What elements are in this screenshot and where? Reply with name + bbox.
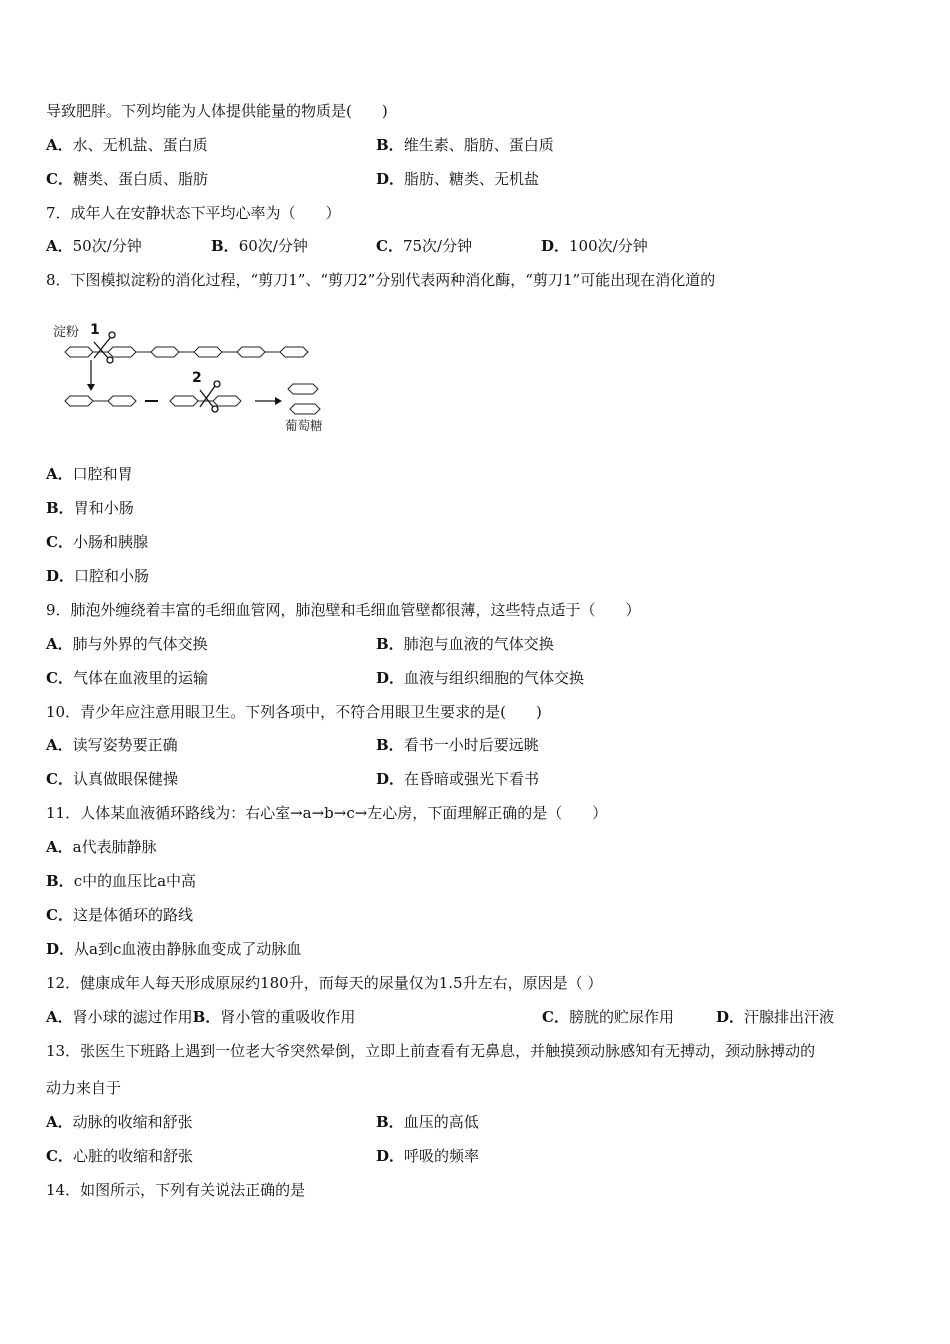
glucose-unit [65,347,93,357]
q13-option-a: A．动脉的收缩和舒张 [46,1113,193,1131]
q9-option-c: C．气体在血液里的运输 [46,669,208,687]
q6-option-a: A．水、无机盐、蛋白质 [46,136,208,154]
glucose-unit [280,347,308,357]
q11-option-b: B．c中的血压比a中高 [46,872,197,890]
glucose-unit [65,396,93,406]
glucose-unit [151,347,179,357]
scissor-2-number: 2 [192,370,202,386]
q11-stem: 11．人体某血液循环路线为：右心室→a→b→c→左心房，下面理解正确的是（ ） [46,804,608,822]
q7-option-d: D．100次/分钟 [541,237,648,255]
glucose-label: 葡萄糖 [285,418,323,433]
q11-option-d: D．从a到c血液由静脉血变成了动脉血 [46,940,302,958]
q8-option-d: D．口腔和小肠 [46,567,150,585]
glucose-unit [170,396,198,406]
right-arrow-icon [255,397,282,405]
q7-stem: 7．成年人在安静状态下平均心率为（ ） [46,204,341,222]
starch-label: 淀粉 [53,325,80,340]
q6-option-c: C．糖类、蛋白质、脂肪 [46,170,208,188]
maltose-chain [65,396,136,406]
q6-option-b: B．维生素、脂肪、蛋白质 [376,136,554,154]
q9-stem: 9．肺泡外缠绕着丰富的毛细血管网，肺泡壁和毛细血管壁都很薄，这些特点适于（ ） [46,601,641,619]
q10-option-d: D．在昏暗或强光下看书 [376,770,540,788]
q12-option-d: D．汗腺排出汗液 [716,1008,835,1026]
glucose-unit [290,404,320,414]
down-arrow-icon [87,360,95,391]
q10-option-b: B．看书一小时后要远眺 [376,736,539,754]
q11-option-a: A．a代表肺静脉 [46,838,157,856]
q7-option-b: B．60次/分钟 [211,237,308,255]
glucose-products [288,384,320,414]
glucose-unit [194,347,222,357]
q14-stem: 14．如图所示，下列有关说法正确的是 [46,1181,306,1199]
glucose-unit [108,347,136,357]
glucose-unit [237,347,265,357]
q12-option-c: C．膀胱的贮尿作用 [542,1008,674,1026]
q8-stem: 8．下图模拟淀粉的消化过程，“剪刀1”、“剪刀2”分别代表两种消化酶，“剪刀1”可能出现在消化道的 [46,271,716,289]
q6-option-d: D．脂肪、糖类、无机盐 [376,170,540,188]
q12-stem: 12．健康成年人每天形成原尿约180升，而每天的尿量仅为1.5升左右，原因是（ ） [46,974,603,992]
glucose-unit [108,396,136,406]
glucose-unit [213,396,241,406]
q13-stem-line1: 13．张医生下班路上遇到一位老大爷突然晕倒，立即上前查看有无鼻息，并触摸颈动脉感知有无搏动，颈动脉搏动的 [46,1042,816,1060]
q6-stem: 导致肥胖。下列均能为人体提供能量的物质是( ) [46,102,388,120]
q10-option-c: C．认真做眼保健操 [46,770,178,788]
q13-option-c: C．心脏的收缩和舒张 [46,1147,193,1165]
q13-stem-line2: 动力来自于 [46,1079,122,1097]
q13-option-b: B．血压的高低 [376,1113,479,1131]
q9-option-a: A．肺与外界的气体交换 [46,635,208,653]
q13-option-d: D．呼吸的频率 [376,1147,480,1165]
q10-stem: 10．青少年应注意用眼卫生。下列各项中，不符合用眼卫生要求的是( ) [46,703,542,721]
q9-option-d: D．血液与组织细胞的气体交换 [376,669,585,687]
q8-option-c: C．小肠和胰腺 [46,533,148,551]
q11-option-c: C．这是体循环的路线 [46,906,193,924]
scissor-1-number: 1 [90,322,100,338]
q8-option-b: B．胃和小肠 [46,499,134,517]
starch-digestion-diagram [50,318,340,438]
q10-option-a: A．读写姿势要正确 [46,736,178,754]
glucose-unit [288,384,318,394]
q7-option-a: A．50次/分钟 [46,237,142,255]
q7-option-c: C．75次/分钟 [376,237,473,255]
q8-option-a: A．口腔和胃 [46,465,133,483]
q9-option-b: B．肺泡与血液的气体交换 [376,635,554,653]
q12-option-ab: A．肾小球的滤过作用B．肾小管的重吸收作用 [46,1008,356,1026]
